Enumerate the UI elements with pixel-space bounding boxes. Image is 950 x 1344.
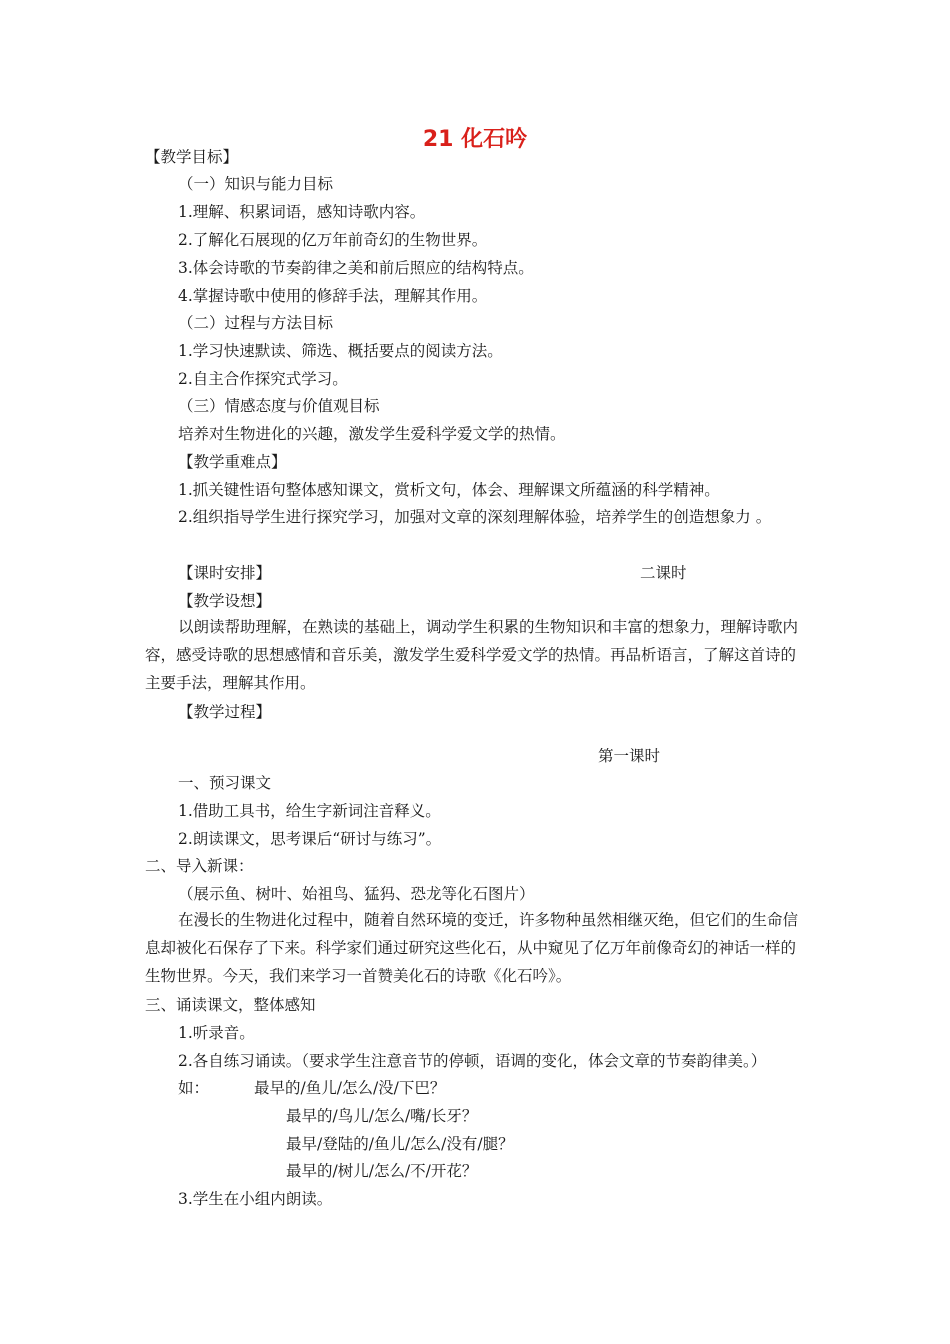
key-points-header: 【教学重难点】 <box>178 453 287 471</box>
step-three-item: 2.各自练习诵读。（要求学生注意音节的停顿，语调的变化，体会文章的节奏韵律美。） <box>178 1052 767 1070</box>
procedure-header: 【教学过程】 <box>178 703 272 721</box>
emotion-objective-text: 培养对生物进化的兴趣，激发学生爱科学爱文学的热情。 <box>178 425 566 443</box>
example-line: 最早的/树儿/怎么/不/开花？ <box>286 1162 478 1180</box>
design-paragraph: 以朗读帮助理解，在熟读的基础上，调动学生积累的生物知识和丰富的想象力，理解诗歌内容，感受诗歌的思想感情和音乐美，激发学生爱科学爱文学的热情。再品析语言，了解这首诗的主要手法，理解其作用。 <box>145 618 799 692</box>
step-one-item: 1.借助工具书，给生字新词注音释义。 <box>178 802 441 820</box>
knowledge-item: 2.了解化石展现的亿万年前奇幻的生物世界。 <box>178 231 488 249</box>
example-line: 最早/登陆的/鱼儿/怎么/没有/腿？ <box>286 1135 514 1153</box>
objectives-header: 【教学目标】 <box>145 148 239 166</box>
step-two-note: （展示鱼、树叶、始祖鸟、猛犸、恐龙等化石图片） <box>178 885 535 903</box>
lesson-one-heading: 第一课时 <box>598 747 661 765</box>
document-title: 21 化石吟 <box>422 127 528 152</box>
example-line: 最早的/鸟儿/怎么/嘴/长牙？ <box>286 1107 478 1125</box>
process-item: 2.自主合作探究式学习。 <box>178 370 348 388</box>
step-two-paragraph: 在漫长的生物进化过程中，随着自然环境的变迁，许多物种虽然相继灭绝，但它们的生命信息却被化石保存了下来。科学家们通过研究这些化石，从中窥见了亿万年前像奇幻的神话一样的生物世界。今天，我们来学习一首赞美化石的诗歌《化石吟》。 <box>145 911 799 985</box>
schedule-value: 二课时 <box>640 564 687 582</box>
step-two-header: 二、导入新课： <box>145 857 254 875</box>
knowledge-item: 4.掌握诗歌中使用的修辞手法，理解其作用。 <box>178 287 488 305</box>
step-three-item: 3.学生在小组内朗读。 <box>178 1190 333 1208</box>
example-line: 最早的/鱼儿/怎么/没/下巴？ <box>254 1079 446 1097</box>
schedule-header: 【课时安排】 <box>178 564 272 582</box>
key-point-item: 1.抓关键性语句整体感知课文，赏析文句，体会、理解课文所蕴涵的科学精神。 <box>178 481 720 499</box>
step-one-header: 一、预习课文 <box>178 774 272 792</box>
process-objectives-header: （二）过程与方法目标 <box>178 314 334 332</box>
key-point-item: 2.组织指导学生进行探究学习，加强对文章的深刻理解体验，培养学生的创造想象力 。 <box>178 508 772 526</box>
knowledge-item: 3.体会诗歌的节奏韵律之美和前后照应的结构特点。 <box>178 259 534 277</box>
knowledge-objectives-header: （一）知识与能力目标 <box>178 175 334 193</box>
knowledge-item: 1.理解、积累词语，感知诗歌内容。 <box>178 203 426 221</box>
emotion-objectives-header: （三）情感态度与价值观目标 <box>178 397 380 415</box>
process-item: 1.学习快速默读、筛选、概括要点的阅读方法。 <box>178 342 503 360</box>
example-label: 如： <box>178 1079 210 1097</box>
step-three-header: 三、诵读课文，整体感知 <box>145 996 316 1014</box>
step-three-item: 1.听录音。 <box>178 1024 255 1042</box>
step-one-item: 2.朗读课文，思考课后“研讨与练习”。 <box>178 830 442 848</box>
design-header: 【教学设想】 <box>178 592 272 610</box>
